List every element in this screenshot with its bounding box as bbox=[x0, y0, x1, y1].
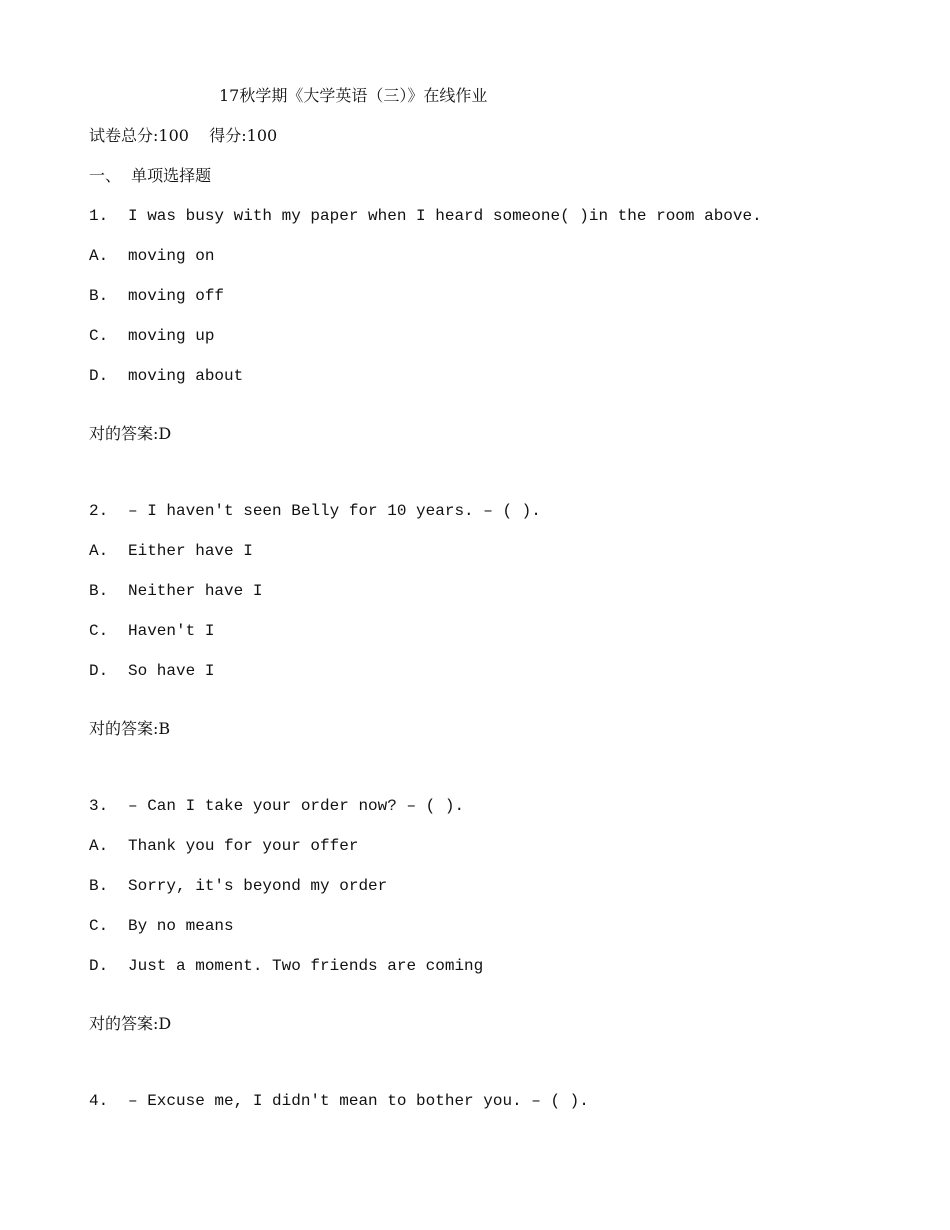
option-c bbox=[89, 326, 214, 346]
option-letter: A. bbox=[89, 247, 109, 265]
option-text: Thank you for your offer bbox=[128, 837, 359, 855]
question-text: I was busy with my paper when I heard someone( )in the room above. bbox=[128, 207, 762, 225]
option-letter: C. bbox=[89, 917, 109, 935]
option-b bbox=[89, 581, 262, 601]
option-letter: B. bbox=[89, 877, 109, 895]
option-letter: D. bbox=[89, 957, 109, 975]
option-d bbox=[89, 366, 243, 386]
question-text: – Can I take your order now? – ( ). bbox=[128, 797, 465, 815]
question-2 bbox=[89, 501, 541, 521]
correct-answer: 对的答案:B bbox=[89, 719, 171, 738]
option-text: Sorry, it's beyond my order bbox=[128, 877, 388, 895]
option-text: moving off bbox=[128, 287, 225, 305]
option-letter: B. bbox=[89, 287, 109, 305]
correct-answer: 对的答案:D bbox=[89, 424, 172, 443]
option-text: So have I bbox=[128, 662, 215, 680]
option-letter: D. bbox=[89, 662, 109, 680]
option-a bbox=[89, 836, 358, 856]
option-letter: B. bbox=[89, 582, 109, 600]
question-number: 4. bbox=[89, 1092, 109, 1110]
option-text: moving on bbox=[128, 247, 215, 265]
option-text: Either have I bbox=[128, 542, 253, 560]
correct-answer: 对的答案:D bbox=[89, 1014, 172, 1033]
option-letter: D. bbox=[89, 367, 109, 385]
option-text: Just a moment. Two friends are coming bbox=[128, 957, 484, 975]
option-b bbox=[89, 286, 224, 306]
option-text: moving about bbox=[128, 367, 244, 385]
option-text: Neither have I bbox=[128, 582, 263, 600]
option-c bbox=[89, 621, 214, 641]
section-heading: 一、 单项选择题 bbox=[89, 166, 212, 185]
option-letter: C. bbox=[89, 327, 109, 345]
score-line: 试卷总分:100 得分:100 bbox=[89, 126, 278, 145]
question-number: 3. bbox=[89, 797, 109, 815]
option-letter: C. bbox=[89, 622, 109, 640]
question-4 bbox=[89, 1091, 589, 1111]
option-d bbox=[89, 956, 483, 976]
option-b bbox=[89, 876, 387, 896]
option-letter: A. bbox=[89, 542, 109, 560]
question-text: – I haven't seen Belly for 10 years. – ( ). bbox=[128, 502, 541, 520]
option-c bbox=[89, 916, 234, 936]
question-text: – Excuse me, I didn't mean to bother you. – ( ). bbox=[128, 1092, 589, 1110]
option-a bbox=[89, 541, 253, 561]
document-title: 17秋学期《大学英语（三）》在线作业 bbox=[219, 86, 488, 105]
question-1 bbox=[89, 206, 762, 226]
option-d bbox=[89, 661, 214, 681]
option-a bbox=[89, 246, 214, 266]
question-number: 1. bbox=[89, 207, 109, 225]
question-number: 2. bbox=[89, 502, 109, 520]
option-text: Haven't I bbox=[128, 622, 215, 640]
question-3 bbox=[89, 796, 464, 816]
option-text: moving up bbox=[128, 327, 215, 345]
option-text: By no means bbox=[128, 917, 234, 935]
option-letter: A. bbox=[89, 837, 109, 855]
